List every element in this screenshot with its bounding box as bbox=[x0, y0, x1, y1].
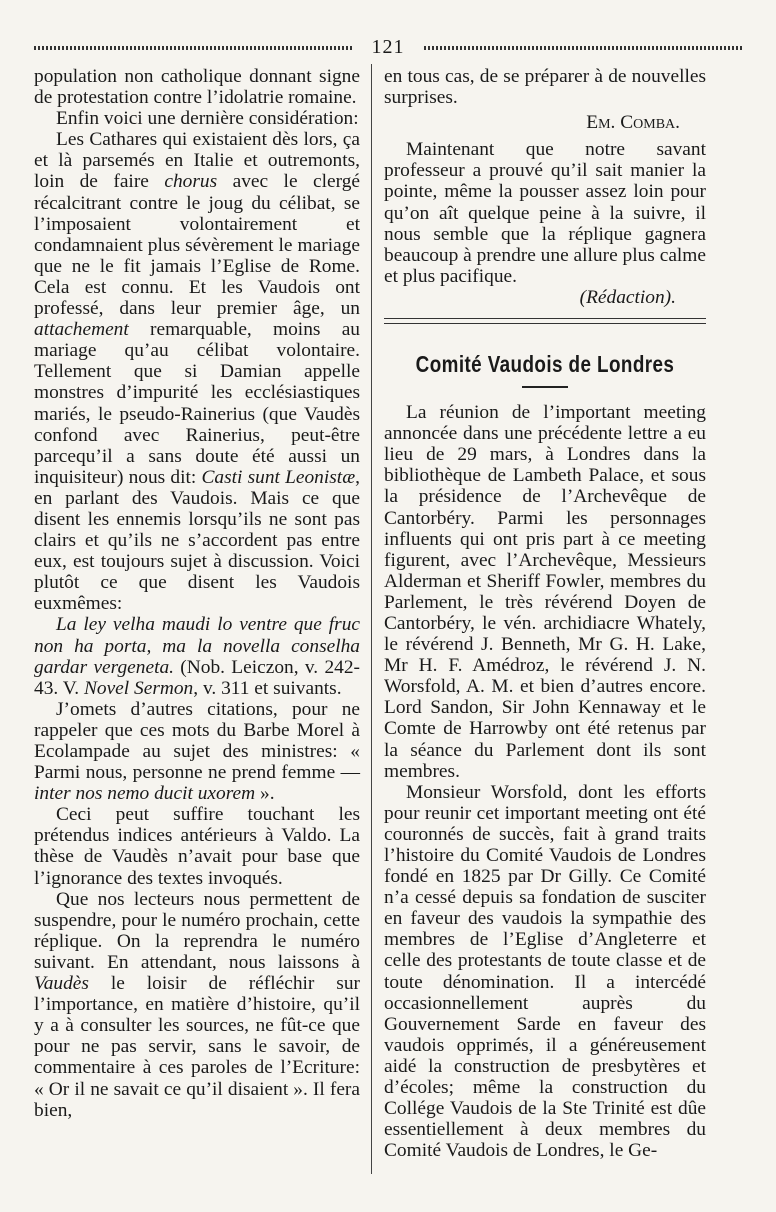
section-separator bbox=[384, 318, 706, 324]
paragraph: Les Cathares qui existaient dès lors, ça et là parsemés en Italie et outremonts, loin de faire chorus avec le clergé récalcitrant contre le joug du célibat, se l’imposaient volontairement et condamnaient plus sévèrement le mariage que ne le fit jamais l’Eglise de Rome. Cela est connu. Et les Vaudois ont professé, dans leur premier âge, un attachement remarquable, moins au mariage qu’au célibat volontaire. Tellement que si Damian appelle monstres d’impurité les ecclésiastiques mariés, le pseudo-Rainerius (que Vaudès confond avec Rainerius, peut-être parcequ’il a sans doute été aussi un inquisiteur) nous dit: Casti sunt Leonistæ, en parlant des Vaudois. Mais ce que disent les ennemis lorsqu’ils ne sont pas clairs et qu’ils ne s’accordent pas entre eux, est toujours sujet à discussion. Voici plutôt ce que disent les Vaudois euxmêmes: bbox=[34, 129, 361, 615]
redaction-signature: (Rédaction). bbox=[579, 286, 676, 308]
author-signature: Em. Comba. bbox=[586, 112, 680, 134]
paragraph: en tous cas, de se préparer à de nouvelles surprises. bbox=[384, 66, 706, 109]
column-divider bbox=[371, 64, 372, 1174]
paragraph: Enfin voici une dernière considération: bbox=[56, 108, 359, 130]
section-title: Comité Vaudois de Londres bbox=[415, 351, 675, 378]
paragraph: La réunion de l’important meeting annoncée dans une précédente lettre a eu lieu de 29 mars, à Londres dans la bibliothèque de Lambeth Palace, et sous la présidence de l’Archevêque de Cantorbéry. Parmi les personnages influents qui ont pris part à ce meeting figurent, avec l’Archevêque, Messieurs Alderman et Sheriff Fowler, membres du Parlement, le très révérend Doyen de Cantorbéry, le vén. archidiacre Whately, le révérend J. Benneth, Mr G. H. Lake, Mr H. F. Amédroz, le révérend J. N. Worsfold, A. M. et bien d’autres encore. Lord Sandon, Sir John Kennaway et le Comte de Harrowby ont été retenus par la séance du Parlement dont ils sont membres. bbox=[384, 402, 706, 782]
paragraph: Ceci peut suffire touchant les prétendus indices antérieurs à Valdo. La thèse de Vaudès n’avait pour base que l’ignorance des textes invoqués. bbox=[34, 804, 360, 889]
header-ornament-right bbox=[424, 46, 742, 50]
page-number: 121 bbox=[371, 36, 405, 58]
quotation: La ley velha maudi lo ventre que fruc non ha porta, ma la novella conselha gardar vergeneta. (Nob. Leiczon, v. 242-43. V. Novel Sermon, v. 311 et suivants. bbox=[34, 614, 360, 699]
right-column bbox=[384, 66, 706, 1161]
page-header bbox=[34, 36, 742, 58]
header-ornament-left bbox=[34, 46, 352, 50]
paragraph: Que nos lecteurs nous permettent de suspendre, pour le numéro prochain, cette réplique. On la reprendra le numéro suivant. En attendant, nous laissons à Vaudès le loisir de réfléchir sur l’importance, en matière d’histoire, qu’il y a à consulter les sources, ne fût-ce que pour ne pas servir, sans le savoir, de commentaire à ces paroles de l’Ecriture: « Or il ne savait ce qu’il disaient ». Il fera bien, bbox=[34, 888, 360, 1121]
paragraph: Maintenant que notre savant professeur a prouvé qu’il sait manier la pointe, même la pousser assez loin pour qu’on aît quelque peine à la suivre, il nous semble que la réplique gagnera beaucoup à prendre une allure plus calme et plus pacifique. bbox=[384, 139, 706, 287]
paragraph: population non catholique donnant signe de protestation contre l’idolatrie romaine. bbox=[34, 66, 360, 109]
paragraph: Monsieur Worsfold, dont les efforts pour reunir cet important meeting ont été couronnés de succès, fait à grand traits l’histoire du Comité Vaudois de Londres fondé en 1825 par Dr Gilly. Ce Comité n’a cessé depuis sa fondation de susciter en faveur des vaudois la sympathie des membres de l’Eglise d’Angleterre et celle des protestants de toute classe et de toute dénomination. Il a intercédé occasionnellement auprès du Gouvernement Sarde en faveur des vaudois opprimés, il a généreusement aidé la construction de presbytères et d’écoles; même la construction du Collége Vaudois de la Ste Trinité est dûe essentiellement à deux membres du Comité Vaudois de Londres, le Ge- bbox=[384, 781, 706, 1162]
paragraph: J’omets d’autres citations, pour ne rappeler que ces mots du Barbe Morel à Ecolampade au sujet des ministres: « Parmi nous, personne ne prend femme — inter nos nemo ducit uxorem ». bbox=[34, 698, 360, 805]
left-column bbox=[34, 66, 360, 1121]
title-dash bbox=[522, 386, 568, 388]
